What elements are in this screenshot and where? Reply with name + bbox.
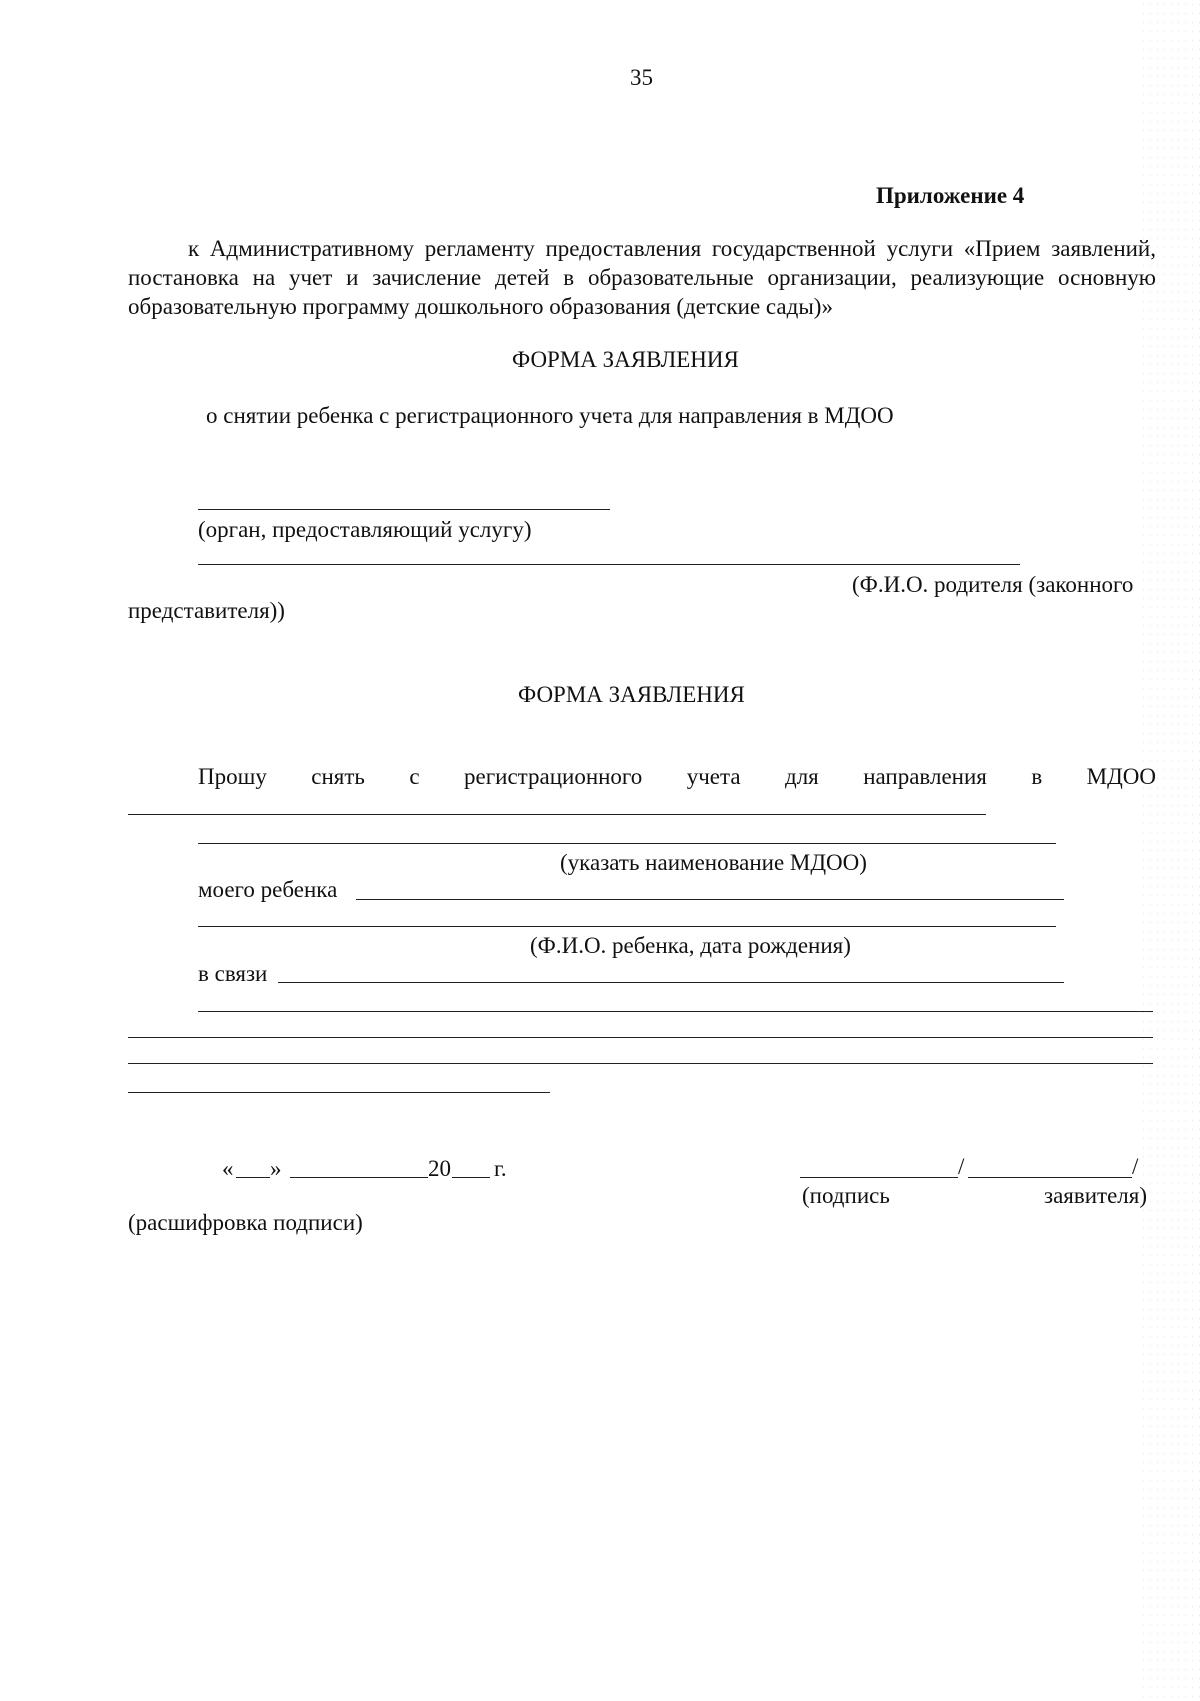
child-caption: (Ф.И.О. ребенка, дата рождения) <box>530 933 851 958</box>
signature-caption-left: (подпись <box>802 1183 890 1208</box>
request-word: Прошу <box>198 764 267 789</box>
date-year-suffix: г. <box>494 1156 507 1181</box>
request-word: регистрационного <box>464 764 643 789</box>
child-name-line-2[interactable] <box>198 926 1056 927</box>
reason-line-5[interactable] <box>128 1092 550 1093</box>
signature-decoding-caption: (расшифровка подписи) <box>128 1210 363 1235</box>
date-open-quote: « <box>222 1156 234 1181</box>
request-word: в <box>1031 764 1043 789</box>
organ-line[interactable] <box>198 509 610 510</box>
form-subject: о снятии ребенка с регистрационного учета для направления в МДОО <box>206 403 894 428</box>
page-number: 35 <box>630 65 653 90</box>
request-word: учета <box>686 764 741 789</box>
date-year-prefix: 20 <box>428 1156 451 1181</box>
mdoo-caption: (указать наименование МДОО) <box>560 850 867 875</box>
reason-line-1[interactable] <box>278 982 1064 983</box>
parent-caption-line2: представителя)) <box>128 598 285 623</box>
mdoo-line-1[interactable] <box>128 814 986 815</box>
date-year-line[interactable] <box>452 1177 490 1178</box>
signature-decoding-line[interactable] <box>968 1177 1132 1178</box>
date-month-line[interactable] <box>290 1177 428 1178</box>
appendix-title: Приложение 4 <box>876 183 1025 208</box>
request-word: направления <box>863 764 987 789</box>
parent-name-line[interactable] <box>198 564 1020 565</box>
child-label: моего ребенка <box>198 877 338 902</box>
child-name-line[interactable] <box>356 899 1064 900</box>
signature-slash-1: / <box>958 1154 965 1179</box>
mdoo-line-2[interactable] <box>198 843 1056 844</box>
request-word: с <box>409 764 420 789</box>
signature-caption-right: заявителя) <box>1044 1183 1148 1208</box>
form-heading-2: ФОРМА ЗАЯВЛЕНИЯ <box>518 682 745 707</box>
date-close-quote: » <box>270 1156 282 1181</box>
reason-line-3[interactable] <box>128 1037 1153 1038</box>
reason-line-4[interactable] <box>128 1063 1153 1064</box>
request-sentence <box>198 764 1156 790</box>
organ-caption: (орган, предоставляющий услугу) <box>198 517 532 542</box>
request-word: МДОО <box>1086 764 1156 789</box>
date-day-line[interactable] <box>236 1177 270 1178</box>
intro-paragraph: к Административному регламенту предоставления государственной услуги «Прием заявлений, постановка на учет и зачисление детей в образовательные организации, реализующие основную образовательную программу дошкольного образования (детские сады)» <box>128 236 1156 319</box>
request-word: снять <box>311 764 365 789</box>
reason-label: в связи <box>198 961 268 986</box>
signature-slash-2: / <box>1132 1154 1139 1179</box>
parent-caption-line1: (Ф.И.О. родителя (законного <box>852 572 1134 597</box>
signature-line[interactable] <box>800 1177 958 1178</box>
request-word: для <box>785 764 819 789</box>
form-heading-1: ФОРМА ЗАЯВЛЕНИЯ <box>512 347 739 372</box>
reason-line-2[interactable] <box>198 1011 1153 1012</box>
